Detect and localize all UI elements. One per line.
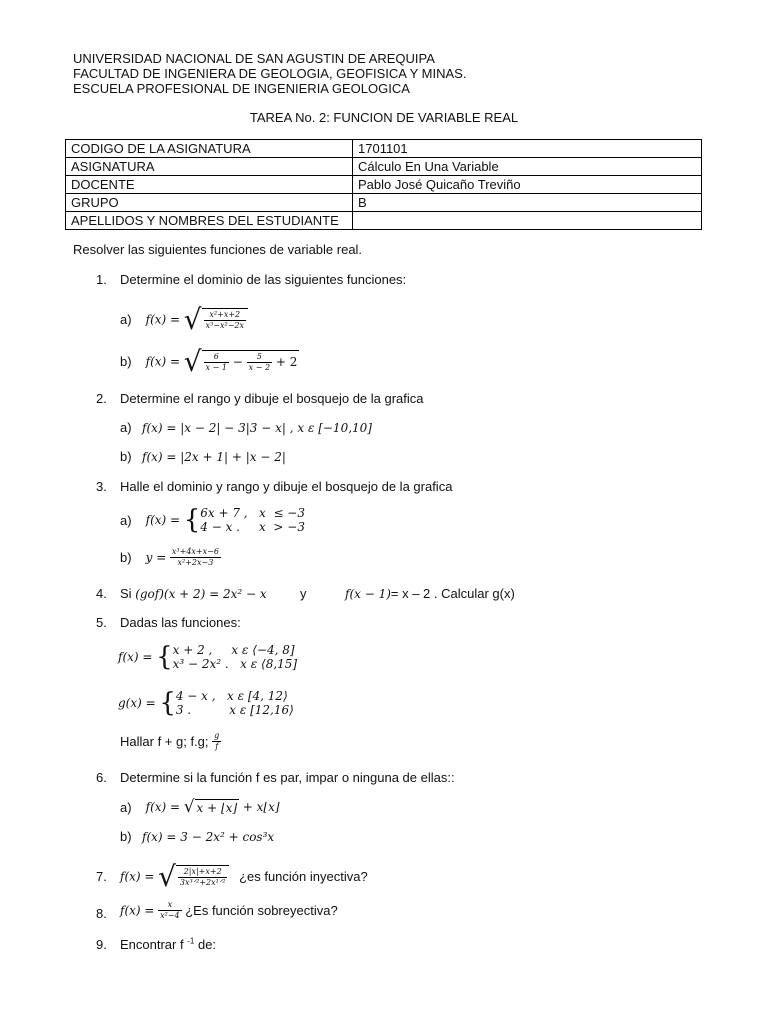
problem-1-number: 1.	[96, 272, 107, 287]
problem-5-number: 5.	[96, 615, 107, 630]
item-label: b)	[120, 449, 132, 464]
item-label: a)	[120, 312, 132, 327]
problem-4	[120, 586, 267, 601]
text-si: Si	[120, 586, 132, 601]
table-row	[66, 194, 702, 212]
problem-7-number: 7.	[96, 869, 107, 884]
question-text: ¿es función inyectiva?	[239, 869, 368, 884]
problem-4-number: 4.	[96, 586, 107, 601]
math-lhs: f(x) =	[145, 354, 181, 369]
problem-1b	[120, 345, 299, 378]
table-row	[66, 140, 702, 158]
math-lhs: f(x) =	[145, 312, 181, 327]
piecewise-cases: 6x + 7 , x ≤ −3 4 − x . x > −3	[200, 506, 305, 534]
square-root: √ $\frac{6}{x - 1}$ − $\frac{5}{x - 2}$ + 2	[183, 345, 298, 378]
problem-6-text: Determine si la función f es par, impar o ninguna de ellas::	[120, 770, 455, 785]
problem-1-text: Determine el dominio de las siguientes funciones:	[120, 272, 407, 287]
table-cell-value: Pablo José Quicaño Treviño	[353, 176, 702, 194]
problem-2-number: 2.	[96, 391, 107, 406]
problem-6a: a) f(x) = √ x + ⌊x⌋ + x⌊x⌋	[120, 797, 280, 817]
assignment-title: TAREA No. 2: FUNCION DE VARIABLE REAL	[249, 110, 519, 125]
table-cell-label: GRUPO	[66, 194, 353, 212]
table-row	[66, 158, 702, 176]
math-expression: f(x) = 3 − 2x² + cos³x	[142, 830, 275, 844]
table-cell-label: ASIGNATURA	[66, 158, 353, 176]
item-label: a)	[120, 420, 132, 435]
problem-2b	[120, 449, 286, 464]
problem-8-number: 8.	[96, 906, 107, 921]
fraction: $\frac{\text{x²+x+2}}{\text{x³−x²−2x}}$	[205, 310, 244, 330]
math-lhs: f(x) =	[145, 513, 181, 527]
piecewise-cases: x + 2 , x ε ⟨−4, 8] x³ − 2x² . x ε ⟨8,15]	[172, 643, 298, 671]
problem-6-number: 6.	[96, 770, 107, 785]
course-info-table	[65, 139, 702, 230]
fraction: $\frac{g}{f}$	[214, 731, 220, 751]
problem-3-text: Halle el dominio y rango y dibuje el bosquejo de la grafica	[120, 479, 453, 494]
problem-1a	[120, 303, 248, 336]
table-cell-label: CODIGO DE LA ASIGNATURA	[66, 140, 353, 158]
item-label: a)	[120, 799, 132, 815]
item-label: b)	[120, 354, 132, 369]
table-row	[66, 176, 702, 194]
function-f-definition: f(x) = { x + 2 , x ε ⟨−4, 8] x³ − 2x² . x ε ⟨8,15]	[118, 642, 298, 672]
math-expression: f(x − 1)	[345, 587, 391, 601]
problem-5-hallar: Hallar f + g; f.g; $\frac{g}{f}$	[120, 731, 220, 751]
problem-9: Encontrar f $^{-1}$ de:	[120, 936, 217, 952]
table-cell-value: Cálculo En Una Variable	[353, 158, 702, 176]
square-root: √ x + ⌊x⌋	[183, 797, 238, 817]
problem-7: f(x) = √ $\frac{2|x|+x+2}{\text{3x³ᐟ²+2x¹ᐟ²}}$ ¿es función inyectiva?	[120, 860, 368, 893]
problem-4-second	[345, 586, 515, 601]
problem-8: f(x) = $\frac{x}{\text{x²−4}}$ ¿Es función sobreyectiva?	[120, 900, 338, 920]
math-expression: f(x) = |2x + 1| + |x − 2|	[142, 450, 286, 464]
math-lhs: f(x) =	[118, 650, 153, 664]
math-lhs: g(x) =	[118, 696, 156, 710]
item-label: a)	[120, 512, 132, 528]
function-g-definition: g(x) = { 4 − x , x ε [4, 12⟩ 3 . x ε [12,16⟩	[118, 688, 294, 718]
problem-3-number: 3.	[96, 479, 107, 494]
problem-2-text: Determine el rango y dibuje el bosquejo de la grafica	[120, 391, 424, 406]
table-cell-value	[353, 212, 702, 230]
problem-2a	[120, 420, 372, 435]
fraction: $\frac{\text{x³+4x+x−6}}{\text{x²+2x−3}}$	[171, 547, 219, 567]
fraction: $\frac{6}{x - 1}$	[205, 352, 227, 372]
problem-6b	[120, 829, 274, 844]
intro-text: Resolver las siguientes funciones de variable real.	[73, 242, 363, 257]
table-cell-value: 1701101	[353, 140, 702, 158]
piecewise-cases: 4 − x , x ε [4, 12⟩ 3 . x ε [12,16⟩	[175, 689, 294, 717]
fraction: $\frac{2|x|+x+2}{\text{3x³ᐟ²+2x¹ᐟ²}}$	[179, 867, 226, 887]
fraction: $\frac{x}{\text{x²−4}}$	[160, 900, 180, 920]
university-name: UNIVERSIDAD NACIONAL DE SAN AGUSTIN DE AREQUIPA	[73, 51, 435, 66]
problem-5-text: Dadas las funciones:	[120, 615, 241, 630]
question-text: ¿Es función sobreyectiva?	[185, 903, 338, 918]
math-expression: (gof)(x + 2) = 2x² − x	[135, 587, 267, 601]
math-expression: f(x) = |x − 2| − 3|3 − x| , x ε [−10,10]	[142, 421, 372, 435]
item-label: b)	[120, 550, 132, 565]
table-cell-label: DOCENTE	[66, 176, 353, 194]
school-name: ESCUELA PROFESIONAL DE INGENIERIA GEOLOGICA	[73, 81, 410, 96]
problem-3b	[120, 547, 221, 568]
item-label: b)	[120, 829, 132, 844]
text-y: y	[300, 586, 307, 601]
math-lhs: y =	[145, 550, 167, 565]
table-cell-label: APELLIDOS Y NOMBRES DEL ESTUDIANTE	[66, 212, 353, 230]
document-header	[73, 51, 466, 96]
square-root: √ $\frac{2|x|+x+2}{\text{3x³ᐟ²+2x¹ᐟ²}}$	[158, 860, 229, 893]
faculty-name: FACULTAD DE INGENIERA DE GEOLOGIA, GEOFISICA Y MINAS.	[73, 66, 467, 81]
fraction: $\frac{5}{x - 2}$	[248, 352, 271, 372]
table-cell-value: B	[353, 194, 702, 212]
problem-4-tail: = x – 2 . Calcular g(x)	[390, 586, 515, 601]
problem-3a: a) f(x) = { 6x + 7 , x ≤ −3 4 − x . x > −3	[120, 505, 305, 535]
square-root: √ $\frac{\text{x²+x+2}}{\text{x³−x²−2x}}$	[184, 303, 248, 336]
table-row	[66, 212, 702, 230]
problem-9-number: 9.	[96, 937, 107, 952]
